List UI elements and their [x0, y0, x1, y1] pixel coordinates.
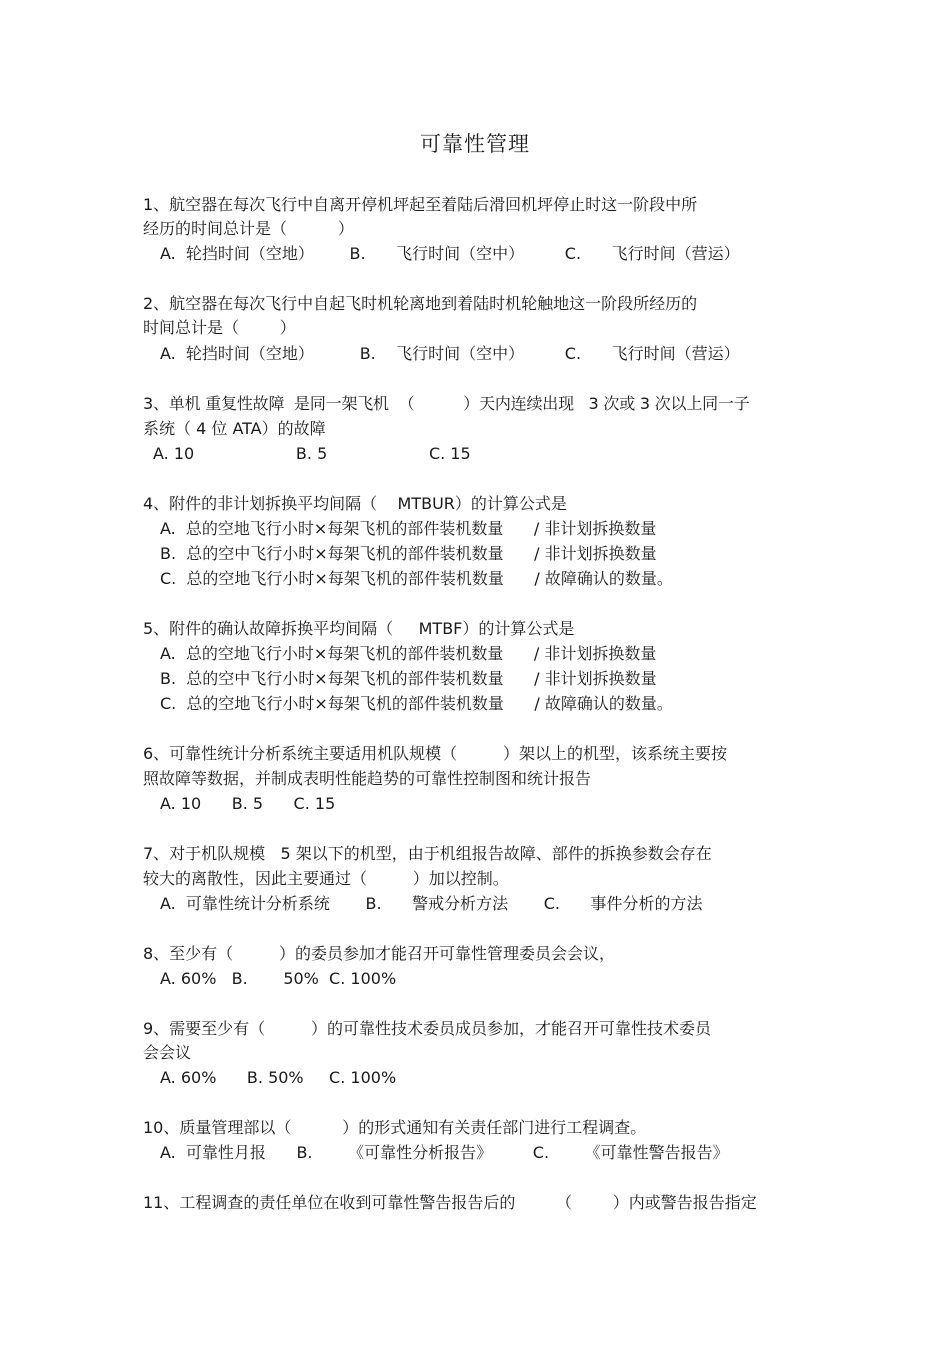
question-4-line-1: 4、附件的非计划拆换平均间隔（ MTBUR）的计算公式是 [143, 494, 567, 513]
question-5-option-a: A. 总的空地飞行小时×每架飞机的部件装机数量 / 非计划拆换数量 [160, 644, 657, 663]
question-3-line-2: 系统（ 4 位 ATA）的故障 [143, 419, 326, 438]
question-2-line-1: 2、航空器在每次飞行中自起飞时机轮离地到着陆时机轮触地这一阶段所经历的 [143, 294, 698, 313]
question-1-line-2: 经历的时间总计是（ ） [143, 219, 354, 238]
question-1-options: A. 轮挡时间（空地） B. 飞行时间（空中） C. 飞行时间（营运） [160, 244, 740, 263]
question-5-option-c: C. 总的空地飞行小时×每架飞机的部件装机数量 / 故障确认的数量。 [160, 694, 673, 713]
question-1-line-1: 1、航空器在每次飞行中自离开停机坪起至着陆后滑回机坪停止时这一阶段中所 [143, 195, 698, 214]
question-9-line-1: 9、需要至少有（ ）的可靠性技术委员成员参加，才能召开可靠性技术委员 [143, 1019, 711, 1038]
question-2-options: A. 轮挡时间（空地） B. 飞行时间（空中） C. 飞行时间（营运） [160, 344, 740, 363]
question-6-options: A. 10 B. 5 C. 15 [160, 794, 336, 813]
question-4-option-c: C. 总的空地飞行小时×每架飞机的部件装机数量 / 故障确认的数量。 [160, 569, 673, 588]
question-2-line-2: 时间总计是（ ） [143, 318, 296, 337]
question-4-option-b: B. 总的空中飞行小时×每架飞机的部件装机数量 / 非计划拆换数量 [160, 544, 657, 563]
question-11-line-1: 11、工程调查的责任单位在收到可靠性警告报告后的 （ ）内或警告报告指定 [143, 1193, 757, 1212]
question-7-line-2: 较大的离散性，因此主要通过（ ）加以控制。 [143, 869, 509, 888]
question-9-options: A. 60% B. 50% C. 100% [160, 1068, 397, 1087]
question-5-line-1: 5、附件的确认故障拆换平均间隔（ MTBF）的计算公式是 [143, 619, 575, 638]
question-10-options: A. 可靠性月报 B. 《可靠性分析报告》 C. 《可靠性警告报告》 [160, 1143, 729, 1162]
question-9-line-2: 会会议 [143, 1043, 192, 1062]
question-7-options: A. 可靠性统计分析系统 B. 警戒分析方法 C. 事件分析的方法 [160, 894, 703, 913]
question-4-option-a: A. 总的空地飞行小时×每架飞机的部件装机数量 / 非计划拆换数量 [160, 519, 657, 538]
page-title: 可靠性管理 [420, 132, 530, 156]
question-10-line-1: 10、质量管理部以（ ）的形式通知有关责任部门进行工程调查。 [143, 1118, 647, 1137]
question-6-line-2: 照故障等数据，并制成表明性能趋势的可靠性控制图和统计报告 [143, 769, 592, 788]
question-3-options: A. 10 B. 5 C. 15 [153, 444, 471, 463]
question-5-option-b: B. 总的空中飞行小时×每架飞机的部件装机数量 / 非计划拆换数量 [160, 669, 657, 688]
question-8-options: A. 60% B. 50% C. 100% [160, 969, 397, 988]
question-3-line-1: 3、单机 重复性故障 是同一架飞机 （ ）天内连续出现 3 次或 3 次以上同一子 [143, 394, 750, 413]
question-8-line-1: 8、至少有（ ）的委员参加才能召开可靠性管理委员会会议， [143, 944, 615, 963]
question-7-line-1: 7、对于机队规模 5 架以下的机型，由于机组报告故障、部件的拆换参数会存在 [143, 844, 712, 863]
question-6-line-1: 6、可靠性统计分析系统主要适用机队规模（ ）架以上的机型，该系统主要按 [143, 744, 727, 763]
